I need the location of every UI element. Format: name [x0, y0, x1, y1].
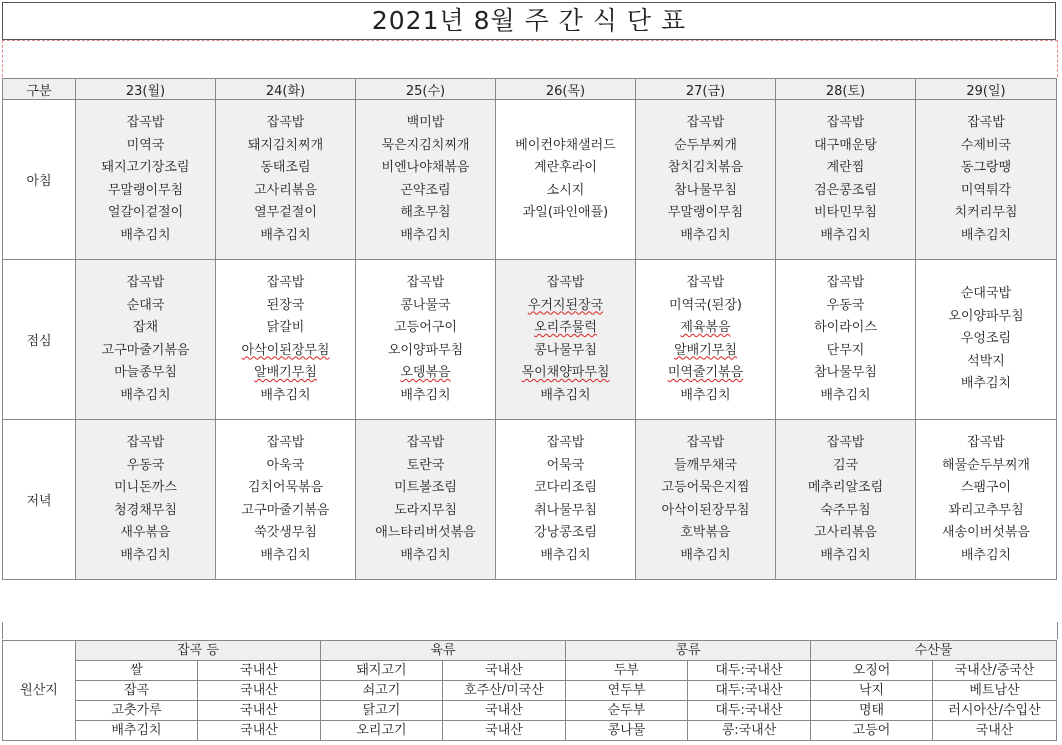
menu-item: 호박볶음 — [680, 525, 731, 540]
origin-value: 베트남산 — [933, 681, 1057, 701]
origin-item: 쌀 — [76, 661, 198, 681]
origin-item: 오징어 — [811, 661, 933, 681]
menu-item: 배추김치 — [400, 387, 451, 403]
menu-item: 우엉조림 — [960, 331, 1012, 347]
origin-item: 배추김치 — [76, 721, 198, 741]
menu-cell — [76, 100, 216, 260]
origin-value: 국내산 — [198, 661, 321, 681]
menu-item: 돼지고기장조림 — [101, 160, 190, 175]
menu-item: 들깨무채국 — [674, 457, 737, 473]
origin-value: 러시아산/수입산 — [933, 701, 1057, 721]
origin-item: 낙지 — [811, 681, 933, 701]
menu-item: 어묵국 — [546, 457, 585, 473]
menu-item: 배추김치 — [120, 227, 171, 243]
menu-item: 쑥갓생무침 — [254, 525, 317, 540]
day-header: 27(금) — [636, 79, 776, 100]
menu-item: 참치김치볶음 — [667, 160, 744, 175]
origin-value: 국내산 — [198, 701, 321, 721]
menu-cell — [496, 420, 636, 580]
menu-item: 우거지된장국 — [527, 297, 604, 313]
menu-item: 배추김치 — [120, 547, 171, 563]
menu-item: 배추김치 — [680, 387, 731, 403]
menu-item: 우동국 — [126, 457, 165, 473]
header-label: 구분 — [3, 79, 76, 100]
menu-item: 잡곡밥 — [967, 115, 1005, 130]
menu-item: 석박지 — [967, 353, 1005, 369]
menu-cell — [496, 260, 636, 420]
menu-item: 오이양파무침 — [387, 342, 464, 358]
menu-item: 묵은지김치찌개 — [381, 137, 470, 153]
menu-item: 배추김치 — [400, 547, 451, 563]
menu-item: 계란찜 — [826, 160, 865, 175]
menu-cell — [76, 420, 216, 580]
menu-item: 김치어묵볶음 — [247, 480, 324, 495]
menu-item: 아삭이된장무침 — [661, 502, 750, 518]
menu-item: 순대국 — [126, 297, 165, 313]
origin-spacer — [2, 622, 1058, 639]
menu-item: 계란후라이 — [534, 160, 597, 175]
menu-item: 배추김치 — [120, 387, 171, 403]
menu-item: 제육볶음 — [680, 320, 731, 335]
menu-item: 콩나물국 — [400, 297, 451, 313]
menu-item: 아욱국 — [266, 457, 305, 473]
menu-item: 마늘종무침 — [114, 365, 177, 380]
menu-item: 배추김치 — [260, 387, 311, 403]
menu-item: 우동국 — [826, 297, 865, 313]
menu-item: 애느타리버섯볶음 — [375, 525, 476, 540]
menu-item: 도라지무침 — [394, 502, 457, 518]
menu-item: 곤약조림 — [400, 182, 451, 198]
menu-item: 목이채양파무침 — [521, 365, 610, 380]
menu-item: 알배기무침 — [254, 365, 317, 380]
menu-cell — [216, 420, 356, 580]
menu-cell — [216, 100, 356, 260]
menu-cell — [356, 260, 496, 420]
origin-value: 국내산 — [443, 661, 566, 681]
menu-item: 알배기무침 — [674, 342, 737, 358]
origin-value: 국내산 — [198, 721, 321, 741]
meal-row-dinner — [3, 420, 1057, 580]
origin-value: 국내산 — [933, 721, 1057, 741]
menu-item: 잡곡밥 — [826, 115, 865, 130]
menu-table — [2, 78, 1057, 580]
origin-value: 대두:국내산 — [688, 681, 811, 701]
menu-item: 배추김치 — [960, 227, 1012, 243]
menu-cell — [916, 100, 1057, 260]
origin-table — [2, 640, 1057, 741]
meal-label: 아침 — [3, 100, 76, 260]
menu-item: 청경채무침 — [114, 502, 177, 518]
menu-item: 배추김치 — [540, 387, 591, 403]
origin-item: 오리고기 — [321, 721, 443, 741]
menu-item: 순대국밥 — [960, 286, 1012, 302]
menu-cell — [776, 100, 916, 260]
menu-item: 비엔나야채볶음 — [381, 160, 470, 175]
menu-cell — [636, 260, 776, 420]
menu-item: 오리주물럭 — [534, 320, 597, 335]
day-header: 28(토) — [776, 79, 916, 100]
menu-item: 미니돈까스 — [114, 480, 177, 495]
menu-item: 닭갈비 — [266, 320, 305, 335]
menu-item: 배추김치 — [820, 227, 871, 243]
meal-row-breakfast — [3, 100, 1057, 260]
menu-cell — [216, 260, 356, 420]
origin-item: 쇠고기 — [321, 681, 443, 701]
menu-cell — [916, 420, 1057, 580]
menu-item: 비타민무침 — [814, 205, 877, 220]
menu-item: 스팸구이 — [960, 480, 1012, 495]
menu-item: 참나물무침 — [674, 182, 737, 198]
menu-cell — [776, 420, 916, 580]
origin-item: 고춧가루 — [76, 701, 198, 721]
menu-item: 잡곡밥 — [126, 275, 165, 290]
menu-item: 잡곡밥 — [126, 435, 165, 450]
header-row — [3, 79, 1057, 100]
menu-item: 코다리조림 — [534, 480, 597, 495]
menu-item: 잡곡밥 — [967, 435, 1005, 450]
menu-item: 잡곡밥 — [686, 435, 725, 450]
menu-item: 미역줄기볶음 — [667, 365, 744, 380]
menu-item: 새송이버섯볶음 — [942, 525, 1030, 540]
origin-item: 콩나물 — [566, 721, 688, 741]
origin-group: 육류 — [321, 641, 566, 661]
origin-row — [3, 681, 1057, 701]
menu-item: 해물순두부찌개 — [942, 457, 1030, 473]
menu-item: 잡곡밥 — [546, 275, 585, 290]
meal-label: 저녁 — [3, 420, 76, 580]
origin-value: 콩:국내산 — [688, 721, 811, 741]
page-title: 2021년 8월 주 간 식 단 표 — [2, 2, 1056, 40]
menu-item: 오이양파무침 — [948, 308, 1024, 324]
menu-item: 고구마줄기볶음 — [241, 502, 330, 518]
menu-item: 과일(파인애플) — [522, 205, 609, 220]
day-header: 25(수) — [356, 79, 496, 100]
menu-cell — [356, 420, 496, 580]
menu-item: 새우볶음 — [120, 525, 171, 540]
origin-header-row — [3, 641, 1057, 661]
menu-item: 미역국(된장) — [669, 297, 742, 313]
origin-value: 대두:국내산 — [688, 701, 811, 721]
origin-group: 잡곡 등 — [76, 641, 321, 661]
menu-cell — [356, 100, 496, 260]
menu-cell — [76, 260, 216, 420]
menu-cell — [496, 100, 636, 260]
menu-item: 토란국 — [406, 457, 445, 473]
menu-item: 수제비국 — [960, 137, 1012, 153]
origin-item: 연두부 — [566, 681, 688, 701]
menu-item: 돼지김치찌개 — [247, 137, 324, 153]
origin-item: 순두부 — [566, 701, 688, 721]
menu-item: 백미밥 — [406, 115, 445, 130]
menu-item: 얼갈이겉절이 — [107, 205, 184, 220]
menu-item: 배추김치 — [820, 547, 871, 563]
menu-item: 고구마줄기볶음 — [101, 342, 190, 358]
menu-item: 고등어묵은지찜 — [661, 480, 750, 495]
menu-item: 오뎅볶음 — [400, 365, 451, 380]
origin-value: 국내산 — [443, 701, 566, 721]
menu-item: 아삭이된장무침 — [241, 342, 330, 358]
menu-item: 잡곡밥 — [826, 435, 865, 450]
origin-item: 잡곡 — [76, 681, 198, 701]
origin-group: 수산물 — [811, 641, 1057, 661]
menu-item: 검은콩조림 — [814, 182, 877, 198]
menu-item: 미역국 — [126, 137, 165, 153]
origin-item: 명태 — [811, 701, 933, 721]
menu-item: 잡곡밥 — [406, 435, 445, 450]
menu-item: 잡곡밥 — [546, 435, 585, 450]
menu-item: 동그랑땡 — [960, 160, 1012, 175]
menu-item: 참나물무침 — [814, 365, 877, 380]
menu-item: 배추김치 — [960, 376, 1012, 392]
menu-item: 숙주무침 — [820, 502, 871, 518]
menu-item: 배추김치 — [820, 387, 871, 403]
menu-item: 취나물무침 — [534, 502, 597, 518]
day-header: 26(목) — [496, 79, 636, 100]
day-header: 23(월) — [76, 79, 216, 100]
menu-item: 배추김치 — [260, 227, 311, 243]
origin-item: 돼지고기 — [321, 661, 443, 681]
menu-item: 무말랭이무침 — [107, 182, 184, 198]
menu-item: 베이컨야채샐러드 — [515, 137, 616, 153]
menu-cell — [636, 420, 776, 580]
menu-item: 잡곡밥 — [266, 115, 305, 130]
origin-item: 두부 — [566, 661, 688, 681]
menu-cell — [636, 100, 776, 260]
menu-item: 고사리볶음 — [254, 182, 317, 198]
menu-item: 동태조림 — [260, 160, 311, 175]
menu-item: 김국 — [832, 457, 859, 473]
origin-item: 고등어 — [811, 721, 933, 741]
menu-item: 잡곡밥 — [266, 435, 305, 450]
origin-item: 닭고기 — [321, 701, 443, 721]
menu-item: 배추김치 — [680, 227, 731, 243]
blank-row — [2, 40, 1058, 77]
menu-item: 된장국 — [266, 297, 305, 313]
menu-item: 잡채 — [132, 320, 159, 335]
menu-cell — [916, 260, 1057, 420]
meal-row-lunch — [3, 260, 1057, 420]
origin-row — [3, 661, 1057, 681]
menu-item: 대구매운탕 — [814, 137, 877, 153]
origin-value: 국내산 — [443, 721, 566, 741]
origin-value: 국내산/중국산 — [933, 661, 1057, 681]
origin-row — [3, 701, 1057, 721]
menu-item: 열무겉절이 — [254, 205, 317, 220]
menu-item: 배추김치 — [960, 547, 1012, 563]
menu-item: 배추김치 — [680, 547, 731, 563]
menu-item: 잡곡밥 — [266, 275, 305, 290]
day-header: 29(일) — [916, 79, 1057, 100]
menu-item: 무말랭이무침 — [667, 205, 744, 220]
menu-item: 배추김치 — [260, 547, 311, 563]
meal-label: 점심 — [3, 260, 76, 420]
menu-item: 메추리알조림 — [807, 480, 884, 495]
origin-value: 대두:국내산 — [688, 661, 811, 681]
origin-value: 호주산/미국산 — [443, 681, 566, 701]
menu-item: 고등어구이 — [394, 320, 457, 335]
day-header: 24(화) — [216, 79, 356, 100]
menu-item: 잡곡밥 — [686, 275, 725, 290]
menu-item: 잡곡밥 — [406, 275, 445, 290]
menu-item: 잡곡밥 — [686, 115, 725, 130]
origin-value: 국내산 — [198, 681, 321, 701]
menu-item: 소시지 — [546, 182, 585, 198]
origin-group: 콩류 — [566, 641, 811, 661]
menu-item: 잡곡밥 — [126, 115, 165, 130]
menu-item: 배추김치 — [540, 547, 591, 563]
menu-item: 강낭콩조림 — [534, 525, 597, 540]
menu-item: 미역튀각 — [960, 182, 1012, 198]
menu-item: 하이라이스 — [814, 320, 877, 335]
origin-label: 원산지 — [3, 641, 76, 741]
menu-item: 미트볼조림 — [394, 480, 457, 495]
menu-item: 배추김치 — [400, 227, 451, 243]
menu-item: 잡곡밥 — [826, 275, 865, 290]
menu-item: 순두부찌개 — [674, 137, 737, 153]
menu-item: 해초무침 — [400, 205, 451, 220]
menu-item: 치커리무침 — [954, 205, 1018, 220]
origin-row — [3, 721, 1057, 741]
menu-cell — [776, 260, 916, 420]
menu-item: 고사리볶음 — [814, 525, 877, 540]
menu-item: 단무지 — [826, 342, 865, 358]
menu-item: 콩나물무침 — [534, 342, 597, 358]
menu-item: 꽈리고추무침 — [948, 502, 1024, 518]
